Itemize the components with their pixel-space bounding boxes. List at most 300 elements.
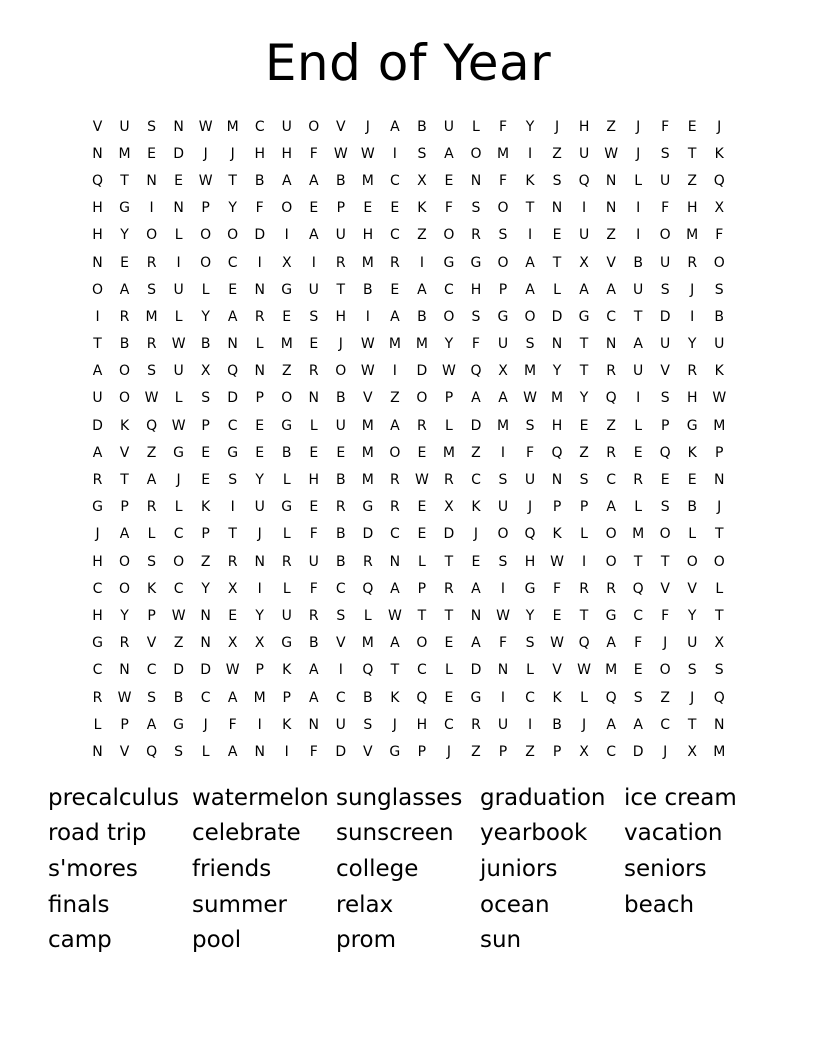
word-bank-item: beach xyxy=(624,891,695,918)
letter-grid xyxy=(84,113,734,766)
grid-letter: Q xyxy=(605,390,617,407)
grid-letter: O xyxy=(497,200,509,217)
grid-letter: D xyxy=(443,526,455,543)
grid-letter: K xyxy=(687,444,697,461)
grid-letter: I xyxy=(365,308,370,325)
grid-letter: S xyxy=(471,200,481,217)
grid-letter: U xyxy=(335,716,346,733)
grid-letter: K xyxy=(471,499,481,516)
grid-letter: F xyxy=(661,607,670,624)
grid-row xyxy=(84,331,734,358)
grid-letter: T xyxy=(660,553,670,570)
grid-letter: S xyxy=(498,553,508,570)
grid-letter: X xyxy=(498,363,508,380)
grid-letter: W xyxy=(387,607,402,624)
word-bank-item: vacation xyxy=(624,820,723,847)
grid-letter: J xyxy=(717,118,722,135)
grid-letter: Q xyxy=(713,172,725,189)
grid-letter: E xyxy=(417,444,427,461)
grid-letter: O xyxy=(605,553,617,570)
grid-letter: N xyxy=(308,390,319,407)
grid-letter: I xyxy=(636,200,641,217)
grid-letter: Z xyxy=(579,444,589,461)
grid-letter: C xyxy=(525,689,535,706)
grid-letter: J xyxy=(95,526,100,543)
grid-letter: E xyxy=(201,472,211,489)
grid-letter: L xyxy=(255,336,264,353)
grid-letter: A xyxy=(525,281,535,298)
grid-letter: F xyxy=(309,743,318,760)
grid-letter: E xyxy=(552,227,562,244)
grid-letter: E xyxy=(633,444,643,461)
grid-letter: O xyxy=(713,553,725,570)
grid-letter: Y xyxy=(687,607,697,624)
grid-letter: U xyxy=(308,553,319,570)
grid-letter: L xyxy=(634,417,643,434)
grid-letter: E xyxy=(201,444,211,461)
grid-letter: O xyxy=(416,390,428,407)
grid-letter: S xyxy=(660,145,670,162)
grid-letter: N xyxy=(173,200,184,217)
grid-letter: J xyxy=(636,145,641,162)
grid-letter: G xyxy=(281,417,293,434)
grid-row xyxy=(84,575,734,602)
grid-letter: C xyxy=(92,580,103,597)
grid-letter: K xyxy=(714,363,724,380)
grid-letter: A xyxy=(390,580,400,597)
grid-letter: N xyxy=(254,363,265,380)
grid-letter: R xyxy=(146,254,157,271)
grid-letter: Q xyxy=(605,689,617,706)
grid-letter: L xyxy=(715,580,724,597)
grid-row xyxy=(84,358,734,385)
grid-letter: C xyxy=(660,716,671,733)
grid-letter: M xyxy=(605,662,618,679)
grid-letter: P xyxy=(201,526,210,543)
grid-letter: Q xyxy=(362,662,374,679)
grid-letter: W xyxy=(117,689,132,706)
grid-letter: J xyxy=(690,281,695,298)
grid-letter: W xyxy=(442,363,456,380)
grid-row xyxy=(84,439,734,466)
grid-letter: Z xyxy=(552,145,562,162)
grid-letter: R xyxy=(606,580,616,597)
grid-letter: W xyxy=(198,172,213,189)
grid-letter: K xyxy=(714,145,724,162)
grid-letter: X xyxy=(579,254,589,271)
grid-letter: Q xyxy=(146,743,158,760)
grid-letter: T xyxy=(579,607,589,624)
grid-letter: E xyxy=(228,281,238,298)
grid-letter: U xyxy=(687,635,698,652)
grid-letter: Z xyxy=(281,363,292,380)
grid-letter: I xyxy=(230,499,235,516)
grid-letter: L xyxy=(282,472,291,489)
grid-letter: J xyxy=(663,743,668,760)
word-bank-item: prom xyxy=(336,927,397,954)
grid-letter: A xyxy=(525,254,535,271)
grid-letter: H xyxy=(308,472,320,489)
grid-letter: O xyxy=(659,227,671,244)
grid-letter: R xyxy=(687,363,698,380)
grid-letter: C xyxy=(389,172,400,189)
grid-letter: E xyxy=(444,635,454,652)
grid-letter: W xyxy=(171,417,186,434)
grid-letter: J xyxy=(446,743,451,760)
grid-letter: N xyxy=(605,172,617,189)
grid-letter: O xyxy=(119,580,131,597)
grid-letter: P xyxy=(444,390,454,407)
grid-letter: J xyxy=(636,118,641,135)
grid-letter: L xyxy=(472,118,480,135)
grid-letter: R xyxy=(471,227,481,244)
grid-letter: M xyxy=(388,336,401,353)
grid-letter: W xyxy=(225,662,240,679)
grid-letter: G xyxy=(443,254,455,271)
grid-letter: B xyxy=(335,390,346,407)
grid-letter: N xyxy=(308,716,319,733)
grid-letter: G xyxy=(362,499,374,516)
grid-letter: Q xyxy=(362,580,374,597)
grid-letter: I xyxy=(284,743,289,760)
grid-letter: H xyxy=(686,390,698,407)
grid-letter: Z xyxy=(687,172,697,189)
grid-letter: E xyxy=(444,689,454,706)
grid-letter: A xyxy=(390,308,400,325)
grid-letter: P xyxy=(120,716,129,733)
grid-letter: S xyxy=(633,689,643,706)
grid-letter: O xyxy=(470,145,482,162)
grid-letter: A xyxy=(633,716,643,733)
grid-letter: H xyxy=(92,200,103,217)
grid-letter: Q xyxy=(578,172,590,189)
grid-letter: R xyxy=(389,254,400,271)
grid-letter: N xyxy=(200,607,211,624)
grid-letter: G xyxy=(578,308,590,325)
grid-letter: M xyxy=(686,227,699,244)
grid-letter: D xyxy=(362,526,374,543)
grid-letter: L xyxy=(526,662,534,679)
grid-letter: Z xyxy=(660,689,670,706)
grid-letter: J xyxy=(473,526,479,543)
grid-letter: W xyxy=(171,607,186,624)
grid-letter: L xyxy=(363,607,372,624)
grid-letter: D xyxy=(227,390,239,407)
grid-letter: F xyxy=(471,336,480,353)
grid-letter: G xyxy=(173,716,185,733)
grid-letter: V xyxy=(363,743,373,760)
grid-letter: S xyxy=(417,145,427,162)
grid-letter: G xyxy=(470,254,482,271)
grid-letter: R xyxy=(335,499,346,516)
grid-letter: G xyxy=(281,635,293,652)
grid-letter: E xyxy=(255,417,265,434)
grid-letter: N xyxy=(470,607,482,624)
grid-letter: H xyxy=(416,716,428,733)
grid-letter: M xyxy=(280,336,293,353)
grid-letter: W xyxy=(496,607,510,624)
grid-letter: S xyxy=(552,172,562,189)
grid-letter: V xyxy=(119,444,130,461)
grid-letter: M xyxy=(361,444,374,461)
grid-letter: W xyxy=(360,336,375,353)
grid-letter: N xyxy=(713,472,725,489)
grid-letter: B xyxy=(687,499,697,516)
word-bank-item: camp xyxy=(48,927,112,954)
grid-letter: T xyxy=(579,363,589,380)
word-bank-item: s'mores xyxy=(48,855,138,882)
grid-letter: X xyxy=(281,254,292,271)
grid-letter: M xyxy=(253,689,266,706)
word-bank-item: juniors xyxy=(480,855,558,882)
grid-letter: N xyxy=(227,336,238,353)
grid-letter: C xyxy=(92,662,103,679)
grid-letter: F xyxy=(309,145,318,162)
grid-letter: W xyxy=(550,553,564,570)
grid-letter: A xyxy=(633,336,643,353)
grid-letter: U xyxy=(335,227,346,244)
word-bank-item: graduation xyxy=(480,784,606,811)
grid-letter: O xyxy=(335,363,347,380)
grid-letter: S xyxy=(228,472,238,489)
grid-letter: Y xyxy=(552,363,562,380)
grid-letter: N xyxy=(713,716,725,733)
grid-letter: Y xyxy=(120,607,129,624)
grid-letter: O xyxy=(713,254,725,271)
grid-letter: E xyxy=(363,200,373,217)
grid-row xyxy=(84,222,734,249)
grid-letter: A xyxy=(390,118,400,135)
grid-letter: F xyxy=(444,200,453,217)
grid-letter: J xyxy=(230,145,235,162)
grid-letter: T xyxy=(687,716,697,733)
grid-letter: D xyxy=(173,662,184,679)
grid-letter: M xyxy=(361,417,374,434)
grid-letter: C xyxy=(606,743,616,760)
grid-letter: K xyxy=(390,689,400,706)
grid-letter: U xyxy=(173,281,184,298)
word-bank-item: road trip xyxy=(48,820,147,847)
grid-letter: B xyxy=(335,172,346,189)
grid-letter: R xyxy=(389,499,400,516)
grid-letter: A xyxy=(308,662,319,679)
grid-letter: E xyxy=(309,444,319,461)
grid-letter: O xyxy=(200,227,212,244)
grid-letter: V xyxy=(92,118,103,135)
grid-letter: K xyxy=(146,580,157,597)
grid-letter: I xyxy=(582,553,587,570)
grid-letter: R xyxy=(146,499,157,516)
grid-letter: H xyxy=(524,553,536,570)
grid-letter: W xyxy=(198,118,213,135)
grid-letter: D xyxy=(335,743,347,760)
grid-letter: U xyxy=(281,118,292,135)
grid-letter: H xyxy=(92,227,103,244)
grid-letter: L xyxy=(634,499,643,516)
grid-letter: L xyxy=(417,553,426,570)
grid-letter: T xyxy=(525,200,535,217)
grid-letter: O xyxy=(281,390,293,407)
grid-letter: N xyxy=(92,145,103,162)
grid-letter: P xyxy=(255,662,264,679)
grid-letter: I xyxy=(690,308,695,325)
grid-letter: V xyxy=(336,118,346,135)
grid-letter: R xyxy=(633,472,643,489)
grid-letter: J xyxy=(392,716,397,733)
grid-letter: L xyxy=(580,526,588,543)
grid-letter: B xyxy=(363,281,373,298)
grid-letter: J xyxy=(338,336,343,353)
grid-letter: C xyxy=(444,716,454,733)
word-bank-item: seniors xyxy=(624,855,707,882)
grid-letter: I xyxy=(257,580,262,597)
grid-letter: N xyxy=(551,472,563,489)
grid-letter: W xyxy=(577,662,591,679)
grid-letter: R xyxy=(389,472,400,489)
grid-letter: G xyxy=(470,689,482,706)
grid-letter: A xyxy=(606,499,616,516)
grid-letter: C xyxy=(417,662,427,679)
grid-letter: B xyxy=(254,172,265,189)
grid-letter: G xyxy=(605,607,617,624)
grid-letter: T xyxy=(417,607,427,624)
word-bank-item: pool xyxy=(192,927,242,954)
grid-letter: G xyxy=(119,200,130,217)
grid-letter: B xyxy=(552,716,562,733)
grid-letter: I xyxy=(500,689,506,706)
grid-letter: N xyxy=(173,118,184,135)
grid-letter: J xyxy=(203,716,208,733)
grid-letter: V xyxy=(552,662,562,679)
grid-letter: E xyxy=(147,145,156,162)
grid-letter: A xyxy=(471,635,481,652)
grid-letter: U xyxy=(308,281,319,298)
grid-letter: L xyxy=(174,227,183,244)
grid-letter: H xyxy=(92,553,103,570)
grid-letter: M xyxy=(496,417,510,434)
grid-letter: J xyxy=(690,689,695,706)
grid-letter: A xyxy=(146,716,157,733)
grid-letter: A xyxy=(471,580,481,597)
grid-letter: R xyxy=(579,580,589,597)
grid-letter: O xyxy=(119,390,131,407)
grid-letter: I xyxy=(392,363,397,380)
grid-letter: Y xyxy=(444,336,454,353)
grid-letter: E xyxy=(309,200,319,217)
grid-letter: U xyxy=(633,363,644,380)
grid-letter: K xyxy=(282,662,292,679)
grid-letter: M xyxy=(713,417,726,434)
word-bank-item: finals xyxy=(48,891,110,918)
grid-letter: G xyxy=(497,308,509,325)
grid-letter: F xyxy=(498,635,508,652)
grid-letter: L xyxy=(282,526,291,543)
grid-letter: F xyxy=(498,172,508,189)
grid-letter: A xyxy=(119,281,130,298)
grid-letter: E xyxy=(228,607,238,624)
grid-letter: E xyxy=(282,308,292,325)
grid-letter: P xyxy=(282,689,291,706)
grid-letter: M xyxy=(361,172,374,189)
grid-letter: S xyxy=(471,308,481,325)
page-title: End of Year xyxy=(264,34,552,92)
grid-letter: N xyxy=(497,662,509,679)
grid-letter: I xyxy=(257,716,262,733)
grid-letter: N xyxy=(605,336,617,353)
grid-letter: J xyxy=(554,118,560,135)
grid-letter: R xyxy=(119,635,130,652)
grid-letter: R xyxy=(444,580,454,597)
grid-letter: G xyxy=(227,444,239,461)
grid-letter: M xyxy=(361,635,374,652)
word-bank-item: ice cream xyxy=(624,784,737,811)
grid-letter: I xyxy=(338,662,343,679)
grid-letter: E xyxy=(174,172,184,189)
grid-letter: F xyxy=(309,580,318,597)
grid-letter: E xyxy=(687,472,697,489)
grid-letter: P xyxy=(201,417,210,434)
grid-letter: P xyxy=(660,417,670,434)
grid-letter: E xyxy=(390,200,400,217)
grid-letter: L xyxy=(201,743,210,760)
grid-letter: P xyxy=(552,743,562,760)
grid-letter: T xyxy=(390,662,400,679)
grid-letter: M xyxy=(415,336,428,353)
grid-letter: T xyxy=(687,145,697,162)
grid-letter: T xyxy=(552,254,562,271)
grid-letter: R xyxy=(687,254,698,271)
grid-letter: E xyxy=(417,526,427,543)
grid-letter: H xyxy=(254,145,265,162)
grid-letter: J xyxy=(203,145,208,162)
grid-letter: E xyxy=(390,281,400,298)
grid-letter: U xyxy=(633,281,644,298)
grid-row xyxy=(84,684,734,711)
grid-letter: U xyxy=(443,118,455,135)
grid-letter: Y xyxy=(525,118,535,135)
grid-row xyxy=(84,738,734,765)
grid-letter: R xyxy=(335,254,346,271)
grid-letter: Q xyxy=(578,635,590,652)
grid-letter: R xyxy=(227,553,238,570)
grid-letter: T xyxy=(228,172,237,189)
grid-letter: T xyxy=(93,336,102,353)
grid-letter: S xyxy=(336,607,346,624)
word-bank-item: friends xyxy=(192,855,272,882)
grid-letter: K xyxy=(119,417,130,434)
word-bank-item: sunglasses xyxy=(336,784,463,811)
word-bank-item: precalculus xyxy=(48,784,180,811)
grid-letter: A xyxy=(498,390,508,407)
grid-row xyxy=(84,657,734,684)
grid-row xyxy=(84,195,734,222)
word-bank-item: ocean xyxy=(480,891,550,918)
grid-letter: L xyxy=(553,281,561,298)
word-bank-item: college xyxy=(336,855,419,882)
grid-letter: M xyxy=(496,145,510,162)
grid-letter: R xyxy=(308,607,319,624)
grid-letter: F xyxy=(525,444,535,461)
grid-letter: I xyxy=(500,580,506,597)
grid-letter: O xyxy=(173,553,185,570)
grid-letter: A xyxy=(119,526,130,543)
grid-letter: I xyxy=(582,200,587,217)
grid-letter: P xyxy=(120,499,129,516)
grid-letter: O xyxy=(605,526,617,543)
grid-letter: Y xyxy=(228,200,237,217)
grid-letter: W xyxy=(171,336,186,353)
grid-letter: X xyxy=(227,580,238,597)
